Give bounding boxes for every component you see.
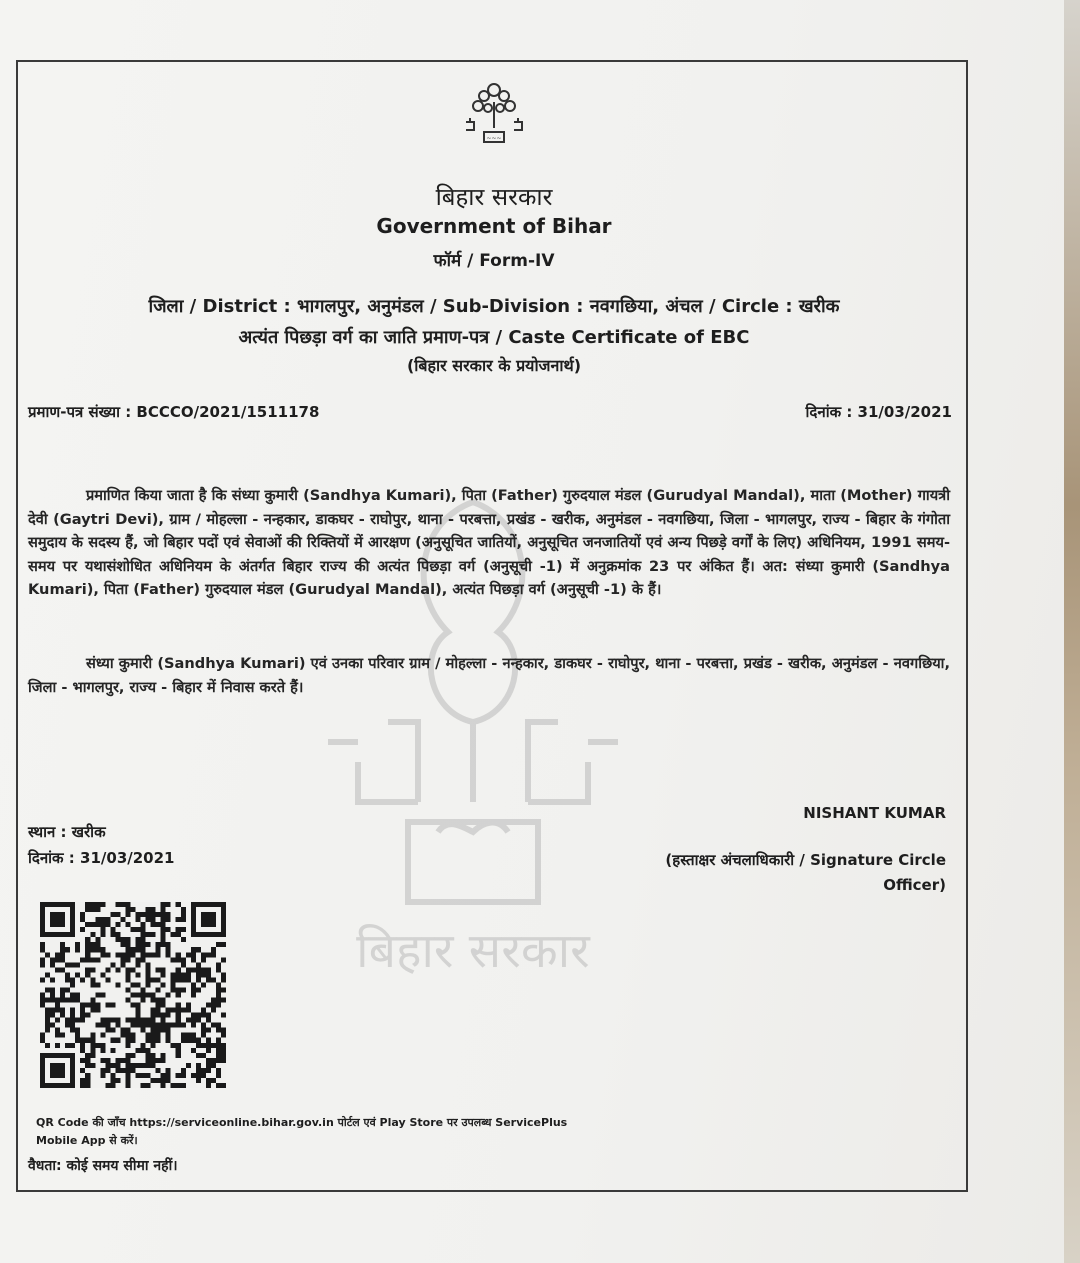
title-english: Government of Bihar xyxy=(376,214,612,238)
signer-role-line-1: (हस्ताक्षर अंचलाधिकारी / Signature Circle xyxy=(665,851,946,869)
form-number: फॉर्म / Form-IV xyxy=(433,251,555,271)
qr-note-line-1: QR Code की जाँच https://serviceonline.bihar.gov.in पोर्टल एवं Play Store पर उपलब्ध ServicePlus xyxy=(36,1116,568,1129)
title-hindi: बिहार सरकार xyxy=(435,183,553,211)
bihar-emblem-icon xyxy=(454,72,534,152)
certificate-purpose: (बिहार सरकार के प्रयोजनार्थ) xyxy=(406,356,582,375)
district-line: जिला / District : भागलपुर, अनुमंडल / Sub-Division : नवगछिया, अंचल / Circle : खरीक xyxy=(148,296,840,317)
signer-name: NISHANT KUMAR xyxy=(803,804,946,822)
place: स्थान : खरीक xyxy=(28,823,106,841)
qr-note-line-2: Mobile App से करें। xyxy=(36,1134,138,1147)
svg-text:~~~: ~~~ xyxy=(486,135,502,142)
background-edge xyxy=(1064,0,1080,1263)
certificate-paragraph-2: संध्या कुमारी (Sandhya Kumari) एवं उनका परिवार ग्राम / मोहल्ला - नन्हकार, डाकघर - राघोपुर, थाना - परबत्ता, प्रखंड - खरीक, अनुमंडल - नवगछिया, जिला - भागलपुर, राज्य - बिहार में निवास करते हैं। xyxy=(28,655,950,696)
issue-date: दिनांक : 31/03/2021 xyxy=(805,403,952,421)
qr-verification-note xyxy=(36,1114,616,1150)
certificate-frame xyxy=(16,60,968,1192)
qr-code-icon xyxy=(40,902,226,1088)
signer-role-line-2: Officer) xyxy=(883,876,946,894)
watermark-text: बिहार सरकार xyxy=(356,923,590,979)
certificate-title: अत्यंत पिछड़ा वर्ग का जाति प्रमाण-पत्र / Caste Certificate of EBC xyxy=(238,327,750,348)
certificate-number: प्रमाण-पत्र संख्या : BCCCO/2021/1511178 xyxy=(28,403,320,421)
footer-date: दिनांक : 31/03/2021 xyxy=(28,849,175,867)
certificate-paragraph-1: प्रमाणित किया जाता है कि संध्या कुमारी (Sandhya Kumari), पिता (Father) गुरुदयाल मंडल (Gurudyal Mandal), माता (Mother) गायत्री देवी (Gaytri Devi), ग्राम / मोहल्ला - नन्हकार, डाकघर - राघोपुर, थाना - परबत्ता, प्रखंड - खरीक, अनुमंडल - नवगछिया, जिला - भागलपुर, राज्य - बिहार के गंगोता समुदाय के सदस्य हैं, जो बिहार पदों एवं सेवाओं की रिक्तियों में आरक्षण (अनुसूचित जातियों, अनुसूचित जनजातियों एवं अन्य पिछड़े वर्गों के लिए) अधिनियम, 1991 समय-समय पर यथासंशोधित अधिनियम के अंतर्गत बिहार राज्य की अत्यंत पिछड़ा वर्ग (अनुसूची -1) में अनुक्रमांक 23 पर अंकित हैं। अत: संध्या कुमारी (Sandhya Kumari), पिता (Father) गुरुदयाल मंडल (Gurudyal Mandal), अत्यंत पिछड़ा वर्ग (अनुसूची -1) के हैं। xyxy=(28,487,950,598)
validity: वैधता: कोई समय सीमा नहीं। xyxy=(28,1158,178,1174)
signer-role xyxy=(626,848,946,898)
